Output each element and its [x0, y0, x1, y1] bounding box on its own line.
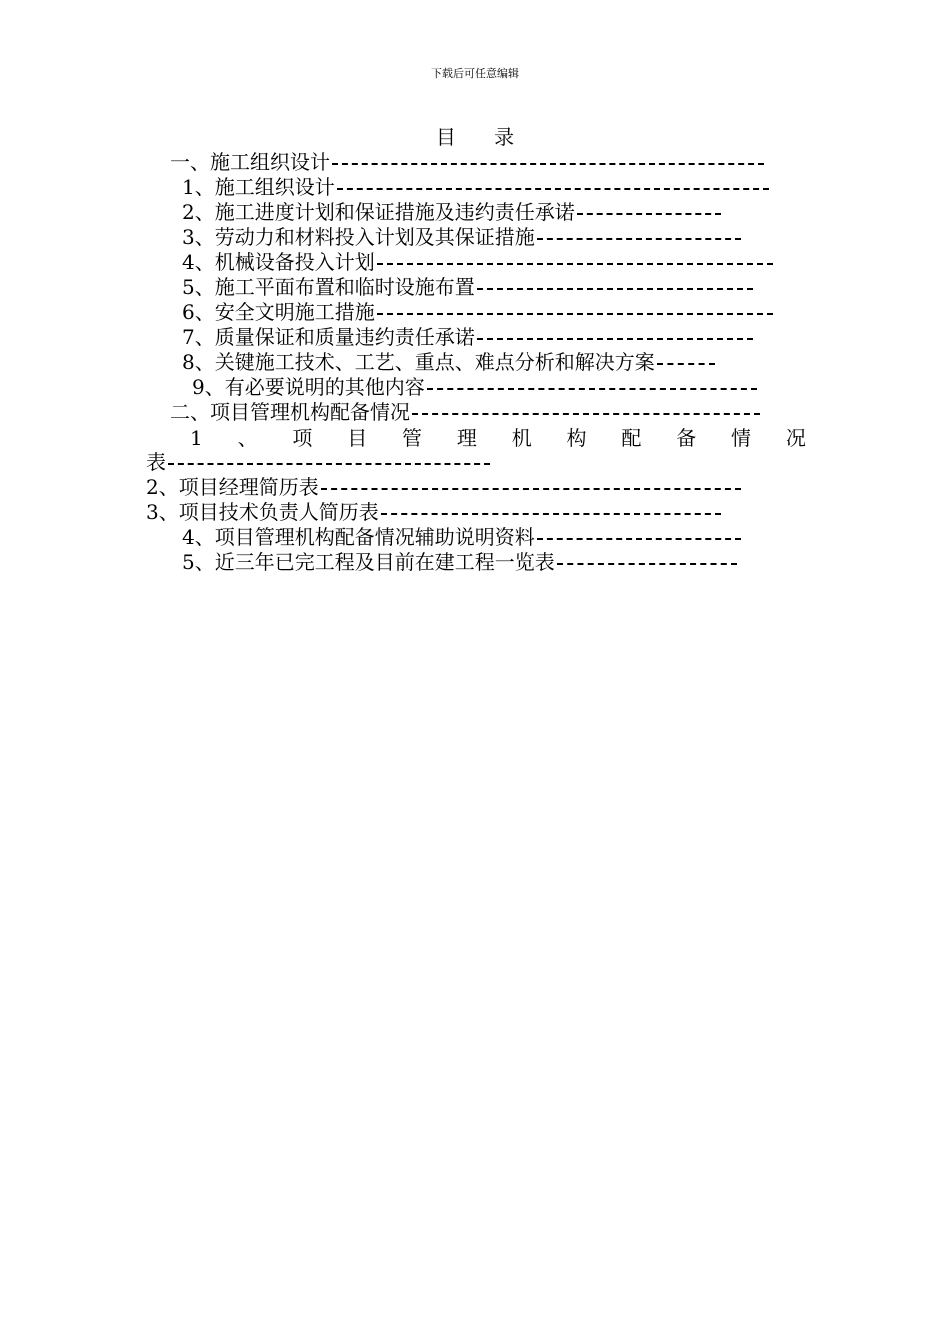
toc-char: 理	[456, 426, 477, 450]
dotted-leader	[319, 475, 741, 499]
dotted-leader	[375, 250, 773, 274]
toc-entry-label: 7、质量保证和质量违约责任承诺	[182, 325, 475, 349]
toc-entry-13	[146, 475, 768, 499]
toc-entry-label: 8、关键施工技术、工艺、重点、难点分析和解决方案	[182, 350, 655, 374]
toc-entry-label: 二、项目管理机构配备情况	[170, 400, 410, 424]
dotted-leader	[575, 200, 721, 224]
dotted-leader	[335, 175, 769, 199]
dotted-leader	[475, 325, 753, 349]
toc-entry-label: 3、劳动力和材料投入计划及其保证措施	[182, 225, 535, 249]
toc-entry-14	[146, 500, 756, 524]
toc-entry-15	[182, 525, 806, 549]
toc-entry-3	[182, 200, 794, 224]
toc-char: 1	[190, 426, 203, 450]
toc-char: 项	[292, 426, 313, 450]
dotted-leader	[475, 275, 753, 299]
toc-entry-8	[182, 325, 806, 349]
dotted-leader	[425, 375, 757, 399]
toc-entry-10	[192, 375, 804, 399]
toc-entry-label: 5、近三年已完工程及目前在建工程一览表	[182, 550, 555, 574]
toc-char: 目	[347, 426, 368, 450]
toc-entry-4	[182, 225, 806, 249]
dotted-leader	[655, 350, 715, 374]
toc-entry-label: 5、施工平面布置和临时设施布置	[182, 275, 475, 299]
toc-entry-16	[182, 550, 806, 574]
toc-entry-2	[182, 175, 794, 199]
toc-char: 备	[676, 426, 697, 450]
dotted-leader	[555, 550, 737, 574]
dotted-leader	[375, 300, 773, 324]
toc-entry-label: 9、有必要说明的其他内容	[192, 375, 425, 399]
toc-entry-label: 2、施工进度计划和保证措施及违约责任承诺	[182, 200, 575, 224]
toc-char: 配	[621, 426, 642, 450]
toc-entry-label: 3、项目技术负责人简历表	[146, 500, 379, 524]
toc-entry-7	[182, 300, 806, 324]
dotted-leader	[330, 150, 764, 174]
toc-char: 情	[731, 426, 752, 450]
toc-entry-1	[170, 150, 792, 174]
toc-entry-label: 表	[146, 450, 166, 474]
toc-entry-label: 4、项目管理机构配备情况辅助说明资料	[182, 525, 535, 549]
dotted-leader	[410, 400, 760, 424]
dotted-leader	[379, 500, 721, 524]
dotted-leader	[166, 450, 490, 474]
toc-entry-label: 6、安全文明施工措施	[182, 300, 375, 324]
toc-entry-6	[182, 275, 806, 299]
toc-char: 机	[511, 426, 532, 450]
toc-entry-9	[182, 350, 806, 374]
toc-entry-label: 一、施工组织设计	[170, 150, 330, 174]
toc-entry-11	[170, 400, 804, 424]
toc-char: 构	[566, 426, 587, 450]
toc-char: 、	[237, 426, 258, 450]
header-note: 下载后可任意编辑	[431, 67, 519, 80]
toc-char: 管	[402, 426, 423, 450]
toc-entry-label: 2、项目经理简历表	[146, 475, 319, 499]
toc-title: 目 录	[435, 125, 531, 149]
dotted-leader	[535, 225, 741, 249]
toc-entry-label: 1、施工组织设计	[182, 175, 335, 199]
toc-entry-12-tail	[146, 450, 492, 474]
toc-entry-label: 4、机械设备投入计划	[182, 250, 375, 274]
toc-entry-12-justified	[190, 425, 806, 451]
dotted-leader	[535, 525, 741, 549]
toc-entry-5	[182, 250, 806, 274]
toc-char: 况	[785, 426, 806, 450]
